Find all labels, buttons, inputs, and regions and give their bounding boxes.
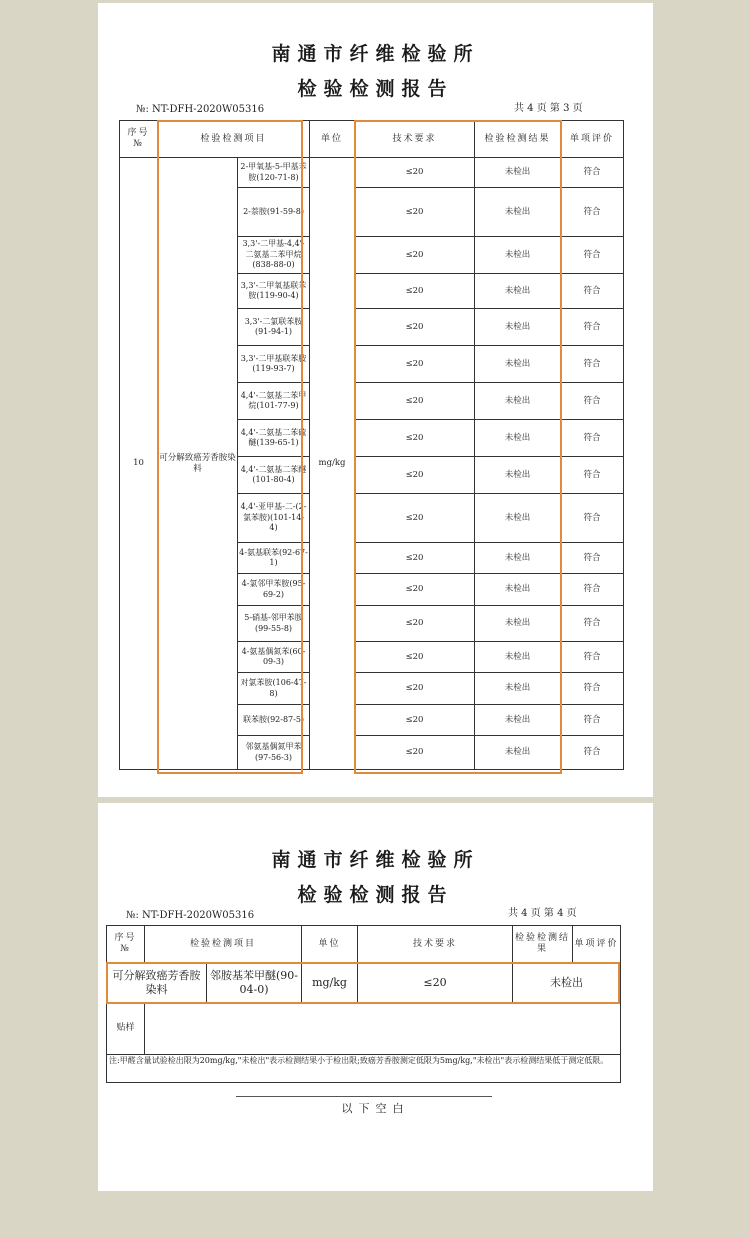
evaluation-cell: 符合 bbox=[561, 705, 624, 736]
item-cell: 4,4'-二氨基二苯硫醚(139-65-1) bbox=[238, 420, 310, 457]
org-title: 南通市纤维检验所 bbox=[271, 849, 480, 871]
report-page-4 bbox=[98, 803, 653, 1191]
header-evaluation: 单项评价 bbox=[573, 926, 621, 963]
evaluation-cell: 符合 bbox=[561, 543, 624, 574]
item-cell: 4,4'-二氨基二苯醚(101-80-4) bbox=[238, 457, 310, 494]
evaluation-cell: 符合 bbox=[561, 673, 624, 705]
header-result: 检验检测结果 bbox=[475, 121, 561, 158]
row-category: 可分解致癌芳香胺染料 bbox=[107, 963, 207, 1003]
evaluation-cell: 符合 bbox=[561, 606, 624, 642]
report-title: 检验检测报告 bbox=[297, 884, 454, 906]
row-requirement: ≤20 bbox=[358, 963, 513, 1003]
note-text: 注:甲醛含量试验检出限为20mg/kg,"未检出"表示检测结果小于检出限;致癌芳香胺测定低限为5mg/kg,"未检出"表示检测结果低于测定低限。 bbox=[109, 1056, 609, 1065]
item-cell: 4,4'-二氨基二苯甲烷(101-77-9) bbox=[238, 383, 310, 420]
result-cell: 未检出 bbox=[475, 705, 561, 736]
item-cell: 4-氯邻甲苯胺(95-69-2) bbox=[238, 574, 310, 606]
header-unit: 单位 bbox=[310, 121, 355, 158]
evaluation-cell: 符合 bbox=[561, 309, 624, 346]
requirement-cell: ≤20 bbox=[355, 736, 475, 770]
requirement-cell: ≤20 bbox=[355, 673, 475, 705]
result-cell: 未检出 bbox=[475, 383, 561, 420]
item-cell: 4-氨基联苯(92-67-1) bbox=[238, 543, 310, 574]
report-number: №: NT-DFH-2020W05316 bbox=[126, 910, 255, 921]
item-cell: 4,4'-亚甲基-二-(2-氯苯胺)(101-14-4) bbox=[238, 494, 310, 543]
result-cell: 未检出 bbox=[475, 237, 561, 274]
result-cell: 未检出 bbox=[475, 606, 561, 642]
result-cell: 未检出 bbox=[475, 494, 561, 543]
evaluation-cell: 符合 bbox=[561, 237, 624, 274]
evaluation-cell: 符合 bbox=[561, 574, 624, 606]
item-cell: 2-甲氧基-5-甲基苯胺(120-71-8) bbox=[238, 158, 310, 188]
page-info: 共 4 页 第 3 页 bbox=[514, 103, 583, 114]
evaluation-cell: 符合 bbox=[561, 494, 624, 543]
requirement-cell: ≤20 bbox=[355, 606, 475, 642]
requirement-cell: ≤20 bbox=[355, 705, 475, 736]
requirement-cell: ≤20 bbox=[355, 420, 475, 457]
category-cell: 可分解致癌芳香胺染料 bbox=[158, 158, 238, 770]
seq-cell: 10 bbox=[120, 158, 158, 770]
header-evaluation: 单项评价 bbox=[561, 121, 624, 158]
result-cell: 未检出 bbox=[475, 543, 561, 574]
item-cell: 3,3'-二氯联苯胺(91-94-1) bbox=[238, 309, 310, 346]
requirement-cell: ≤20 bbox=[355, 383, 475, 420]
header-unit: 单位 bbox=[302, 926, 358, 963]
header-requirement: 技术要求 bbox=[355, 121, 475, 158]
item-cell: 对氯苯胺(106-47-8) bbox=[238, 673, 310, 705]
requirement-cell: ≤20 bbox=[355, 543, 475, 574]
item-cell: 邻氨基偶氮甲苯(97-56-3) bbox=[238, 736, 310, 770]
table-row bbox=[120, 158, 624, 188]
item-cell: 联苯胺(92-87-5) bbox=[238, 705, 310, 736]
requirement-cell: ≤20 bbox=[355, 457, 475, 494]
result-cell: 未检出 bbox=[475, 274, 561, 309]
header-result: 检验检测结果 bbox=[513, 926, 573, 963]
evaluation-cell: 符合 bbox=[561, 158, 624, 188]
result-cell: 未检出 bbox=[475, 188, 561, 237]
results-table bbox=[119, 120, 624, 770]
result-cell: 未检出 bbox=[475, 346, 561, 383]
org-title: 南通市纤维检验所 bbox=[271, 43, 480, 65]
report-page-3 bbox=[98, 3, 653, 797]
requirement-cell: ≤20 bbox=[355, 574, 475, 606]
requirement-cell: ≤20 bbox=[355, 274, 475, 309]
report-number: №: NT-DFH-2020W05316 bbox=[136, 104, 265, 115]
remark-label: 贴样 bbox=[107, 1003, 145, 1055]
result-cell: 未检出 bbox=[475, 420, 561, 457]
item-cell: 3,3'-二甲氧基联苯胺(119-90-4) bbox=[238, 274, 310, 309]
result-cell: 未检出 bbox=[475, 736, 561, 770]
header-requirement: 技术要求 bbox=[358, 926, 513, 963]
evaluation-cell: 符合 bbox=[561, 736, 624, 770]
end-text: 以下空白 bbox=[341, 1102, 410, 1115]
row-result: 未检出 bbox=[513, 963, 621, 1003]
evaluation-cell: 符合 bbox=[561, 188, 624, 237]
requirement-cell: ≤20 bbox=[355, 346, 475, 383]
evaluation-cell: 符合 bbox=[561, 642, 624, 673]
item-cell: 2-萘胺(91-59-8) bbox=[238, 188, 310, 237]
row-item: 邻胺基苯甲醚(90-04-0) bbox=[207, 963, 302, 1003]
report-title: 检验检测报告 bbox=[297, 78, 454, 100]
item-cell: 3,3'-二甲基联苯胺(119-93-7) bbox=[238, 346, 310, 383]
requirement-cell: ≤20 bbox=[355, 158, 475, 188]
sample-area bbox=[145, 1003, 621, 1055]
requirement-cell: ≤20 bbox=[355, 309, 475, 346]
result-cell: 未检出 bbox=[475, 158, 561, 188]
item-cell: 4-氨基偶氮苯(60-09-3) bbox=[238, 642, 310, 673]
result-cell: 未检出 bbox=[475, 673, 561, 705]
header-item: 检验检测项目 bbox=[145, 926, 302, 963]
requirement-cell: ≤20 bbox=[355, 494, 475, 543]
result-cell: 未检出 bbox=[475, 309, 561, 346]
header-seq: 序号 № bbox=[120, 121, 158, 158]
item-cell: 3,3'-二甲基-4,4'-二氨基二苯甲烷(838-88-0) bbox=[238, 237, 310, 274]
evaluation-cell: 符合 bbox=[561, 274, 624, 309]
page-info: 共 4 页 第 4 页 bbox=[508, 908, 577, 919]
requirement-cell: ≤20 bbox=[355, 188, 475, 237]
requirement-cell: ≤20 bbox=[355, 642, 475, 673]
header-seq: 序号 № bbox=[107, 926, 145, 963]
evaluation-cell: 符合 bbox=[561, 457, 624, 494]
result-cell: 未检出 bbox=[475, 642, 561, 673]
unit-cell: mg/kg bbox=[310, 158, 355, 770]
result-cell: 未检出 bbox=[475, 457, 561, 494]
evaluation-cell: 符合 bbox=[561, 383, 624, 420]
evaluation-cell: 符合 bbox=[561, 346, 624, 383]
item-cell: 5-硝基-邻甲苯胺(99-55-8) bbox=[238, 606, 310, 642]
header-item: 检验检测项目 bbox=[158, 121, 310, 158]
result-cell: 未检出 bbox=[475, 574, 561, 606]
end-divider bbox=[236, 1096, 492, 1097]
requirement-cell: ≤20 bbox=[355, 237, 475, 274]
evaluation-cell: 符合 bbox=[561, 420, 624, 457]
row-unit: mg/kg bbox=[302, 963, 358, 1003]
